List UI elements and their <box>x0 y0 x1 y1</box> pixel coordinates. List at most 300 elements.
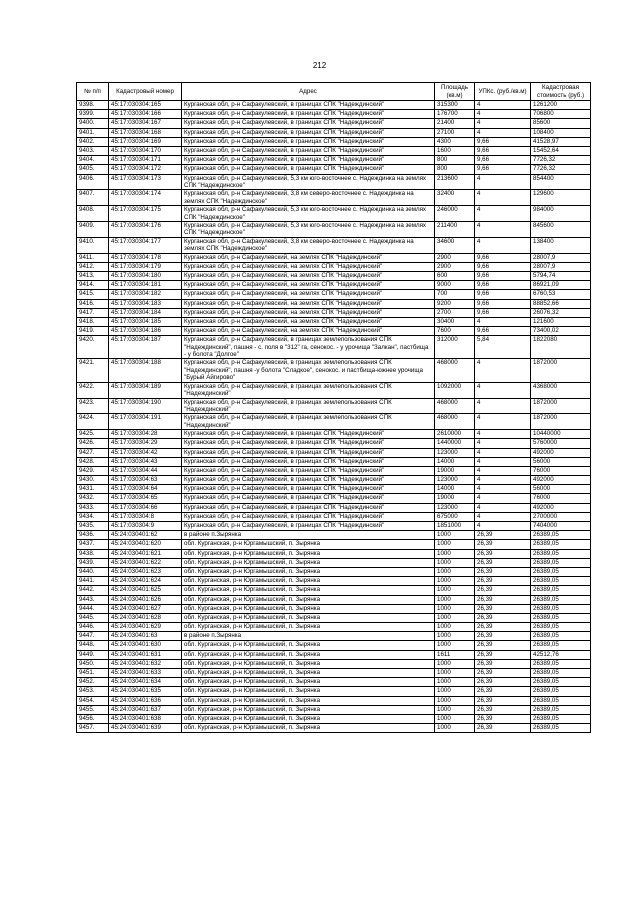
cell-upks: 26,39 <box>475 558 531 567</box>
table-row <box>77 623 591 632</box>
table-row <box>77 696 591 705</box>
cell-number: 9417. <box>77 308 109 317</box>
cell-address: Курганская обл, р-н Сафакулевский, на землях СПК "Надеждинский" <box>182 262 435 271</box>
table-row <box>77 522 591 531</box>
cell-area: 1000 <box>435 724 475 733</box>
cell-cadastral-number: 45:17:030304:184 <box>109 308 182 317</box>
cell-cadastral-value: 26389,05 <box>531 558 591 567</box>
cell-number: 9442. <box>77 586 109 595</box>
table-row <box>77 398 591 414</box>
cell-cadastral-value: 26076,32 <box>531 308 591 317</box>
cell-area: 123000 <box>435 476 475 485</box>
table-row <box>77 448 591 457</box>
cell-cadastral-value: 73400,02 <box>531 327 591 336</box>
cell-area: 2900 <box>435 253 475 262</box>
cell-cadastral-number: 45:17:030304:165 <box>109 101 182 110</box>
cell-area: 27100 <box>435 128 475 137</box>
cell-cadastral-value: 26389,05 <box>531 623 591 632</box>
cell-upks: 4 <box>475 448 531 457</box>
cell-cadastral-value: 85600 <box>531 119 591 128</box>
cell-upks: 5,84 <box>475 336 531 359</box>
cell-cadastral-number: 45:24:030401:62 <box>109 531 182 540</box>
cell-upks: 26,39 <box>475 549 531 558</box>
cell-upks: 9,66 <box>475 146 531 155</box>
cell-cadastral-number: 45:24:030401:632 <box>109 659 182 668</box>
table-row <box>77 382 591 398</box>
cell-cadastral-value: 26389,05 <box>531 632 591 641</box>
cell-cadastral-value: 26389,05 <box>531 595 591 604</box>
cell-cadastral-number: 45:17:030304:189 <box>109 382 182 398</box>
cell-upks: 4 <box>475 174 531 190</box>
cell-upks: 9,66 <box>475 308 531 317</box>
cell-number: 9398. <box>77 101 109 110</box>
cell-cadastral-value: 1872000 <box>531 398 591 414</box>
table-row <box>77 659 591 668</box>
table-row <box>77 476 591 485</box>
cell-area: 1000 <box>435 714 475 723</box>
table-row <box>77 327 591 336</box>
cell-area: 2610000 <box>435 430 475 439</box>
cell-area: 2900 <box>435 262 475 271</box>
cell-cadastral-number: 45:17:030304:177 <box>109 237 182 253</box>
cell-cadastral-value: 108400 <box>531 128 591 137</box>
table-row <box>77 206 591 222</box>
cell-area: 1440000 <box>435 439 475 448</box>
cell-number: 9403. <box>77 146 109 155</box>
cell-upks: 26,39 <box>475 705 531 714</box>
cell-area: 1092000 <box>435 382 475 398</box>
cell-cadastral-number: 45:17:030304:170 <box>109 146 182 155</box>
cell-cadastral-number: 45:17:030304:172 <box>109 165 182 174</box>
cell-number: 9441. <box>77 577 109 586</box>
cell-upks: 9,66 <box>475 290 531 299</box>
cell-area: 176700 <box>435 110 475 119</box>
header-address: Адрес <box>182 83 435 101</box>
cell-number: 9406. <box>77 174 109 190</box>
cell-cadastral-value: 26389,05 <box>531 687 591 696</box>
table-row <box>77 137 591 146</box>
cell-area: 1000 <box>435 577 475 586</box>
cell-area: 1851000 <box>435 522 475 531</box>
cell-number: 9428. <box>77 457 109 466</box>
cell-address: обл. Курганская, р-н Юргамышский, п. Зырянка <box>182 669 435 678</box>
cell-cadastral-value: 5794,74 <box>531 271 591 280</box>
cell-number: 9445. <box>77 613 109 622</box>
cell-address: Курганская обл, р-н Сафакулевский, в границах СПК "Надеждинский" <box>182 165 435 174</box>
cell-number: 9433. <box>77 503 109 512</box>
cell-cadastral-number: 45:17:030304:66 <box>109 503 182 512</box>
cell-cadastral-value: 76000 <box>531 494 591 503</box>
table-body <box>77 101 591 733</box>
cell-upks: 4 <box>475 101 531 110</box>
cell-address: Курганская обл, р-н Сафакулевский, на землях СПК "Надеждинский" <box>182 271 435 280</box>
cell-cadastral-value: 56000 <box>531 457 591 466</box>
cell-upks: 4 <box>475 503 531 512</box>
cell-cadastral-number: 45:17:030304:190 <box>109 398 182 414</box>
cell-area: 468000 <box>435 414 475 430</box>
cell-area: 700 <box>435 290 475 299</box>
cell-cadastral-number: 45:17:030304:43 <box>109 457 182 466</box>
cell-cadastral-number: 45:17:030304:182 <box>109 290 182 299</box>
cell-number: 9437. <box>77 540 109 549</box>
cell-cadastral-number: 45:24:030401:635 <box>109 687 182 696</box>
table-row <box>77 253 591 262</box>
cell-number: 9414. <box>77 281 109 290</box>
cell-cadastral-value: 26389,05 <box>531 705 591 714</box>
cell-number: 9407. <box>77 190 109 206</box>
cell-address: Курганская обл, р-н Сафакулевский, в границах СПК "Надеждинский" <box>182 522 435 531</box>
cell-address: Курганская обл, р-н Сафакулевский, в границах СПК "Надеждинский" <box>182 439 435 448</box>
cell-number: 9422. <box>77 382 109 398</box>
cell-address: Курганская обл, р-н Сафакулевский, 3,8 км северо-восточнее с. Надеждинка на землях СПК "Надеждинское" <box>182 190 435 206</box>
cell-upks: 4 <box>475 466 531 475</box>
cell-number: 9450. <box>77 659 109 668</box>
cell-upks: 26,39 <box>475 613 531 622</box>
table-row <box>77 359 591 382</box>
cell-upks: 4 <box>475 430 531 439</box>
cell-upks: 4 <box>475 522 531 531</box>
cell-area: 34600 <box>435 237 475 253</box>
cell-upks: 4 <box>475 457 531 466</box>
table-row <box>77 485 591 494</box>
cell-area: 2700 <box>435 308 475 317</box>
cell-upks: 9,66 <box>475 299 531 308</box>
cell-cadastral-value: 10440000 <box>531 430 591 439</box>
cell-cadastral-number: 45:17:030304:191 <box>109 414 182 430</box>
cell-upks: 4 <box>475 128 531 137</box>
cell-upks: 4 <box>475 512 531 521</box>
cell-cadastral-value: 854400 <box>531 174 591 190</box>
cell-address: обл. Курганская, р-н Юргамышский, п. Зырянка <box>182 641 435 650</box>
cell-number: 9454. <box>77 696 109 705</box>
cell-cadastral-number: 45:24:030401:638 <box>109 714 182 723</box>
cell-area: 800 <box>435 165 475 174</box>
table-row <box>77 494 591 503</box>
cell-address: Курганская обл, р-н Сафакулевский, в границах землепользования СПК "Надеждинский" <box>182 398 435 414</box>
cell-cadastral-number: 45:17:030304:174 <box>109 190 182 206</box>
cell-area: 32400 <box>435 190 475 206</box>
cell-upks: 9,66 <box>475 327 531 336</box>
cell-number: 9401. <box>77 128 109 137</box>
cell-cadastral-value: 492000 <box>531 476 591 485</box>
cell-number: 9411. <box>77 253 109 262</box>
cell-cadastral-value: 7404000 <box>531 522 591 531</box>
cell-area: 1000 <box>435 567 475 576</box>
cell-cadastral-number: 45:17:030304:185 <box>109 317 182 326</box>
header-upks: УПКс. (руб./кв.м) <box>475 83 531 101</box>
cell-upks: 26,39 <box>475 604 531 613</box>
cell-number: 9412. <box>77 262 109 271</box>
header-number: № п/п <box>77 83 109 101</box>
cell-area: 123000 <box>435 503 475 512</box>
cell-area: 1000 <box>435 549 475 558</box>
cell-area: 468000 <box>435 359 475 382</box>
cell-cadastral-value: 121600 <box>531 317 591 326</box>
cell-number: 9413. <box>77 271 109 280</box>
cell-upks: 26,39 <box>475 678 531 687</box>
cell-cadastral-number: 45:24:030401:637 <box>109 705 182 714</box>
cell-address: Курганская обл, р-н Сафакулевский, в границах СПК "Надеждинский" <box>182 512 435 521</box>
cell-area: 1000 <box>435 669 475 678</box>
cell-cadastral-number: 45:17:030304:28 <box>109 430 182 439</box>
cell-cadastral-value: 26389,05 <box>531 531 591 540</box>
table-row <box>77 414 591 430</box>
cell-upks: 9,66 <box>475 262 531 271</box>
cell-address: обл. Курганская, р-н Юргамышский, п. Зырянка <box>182 604 435 613</box>
cell-number: 9402. <box>77 137 109 146</box>
cell-address: Курганская обл, р-н Сафакулевский, в границах СПК "Надеждинский" <box>182 448 435 457</box>
cell-address: обл. Курганская, р-н Юргамышский, п. Зырянка <box>182 586 435 595</box>
cell-upks: 4 <box>475 221 531 237</box>
cell-area: 19000 <box>435 494 475 503</box>
cell-area: 1000 <box>435 540 475 549</box>
cell-cadastral-number: 45:17:030304:167 <box>109 119 182 128</box>
cell-number: 9455. <box>77 705 109 714</box>
cell-area: 1000 <box>435 586 475 595</box>
cell-cadastral-number: 45:24:030401:63 <box>109 632 182 641</box>
table-row <box>77 221 591 237</box>
cell-address: обл. Курганская, р-н Юргамышский, п. Зырянка <box>182 540 435 549</box>
cell-upks: 4 <box>475 476 531 485</box>
cell-cadastral-number: 45:17:030304:183 <box>109 299 182 308</box>
cell-upks: 26,39 <box>475 632 531 641</box>
cell-cadastral-value: 492000 <box>531 503 591 512</box>
cell-number: 9435. <box>77 522 109 531</box>
cell-area: 1000 <box>435 595 475 604</box>
header-area: Площадь (кв.м) <box>435 83 475 101</box>
cell-cadastral-value: 6760,53 <box>531 290 591 299</box>
cell-cadastral-value: 28007,9 <box>531 262 591 271</box>
cell-cadastral-number: 45:17:030304:29 <box>109 439 182 448</box>
cell-address: Курганская обл, р-н Сафакулевский, на землях СПК "Надеждинский" <box>182 327 435 336</box>
cell-address: обл. Курганская, р-н Юргамышский, п. Зырянка <box>182 558 435 567</box>
cell-area: 211400 <box>435 221 475 237</box>
cell-address: в районе п.Зырянка <box>182 632 435 641</box>
cell-cadastral-number: 45:17:030304:186 <box>109 327 182 336</box>
cell-address: Курганская обл, р-н Сафакулевский, на землях СПК "Надеждинский" <box>182 253 435 262</box>
table-row <box>77 705 591 714</box>
cell-cadastral-value: 138400 <box>531 237 591 253</box>
cell-address: обл. Курганская, р-н Юргамышский, п. Зырянка <box>182 613 435 622</box>
table-row <box>77 110 591 119</box>
table-row <box>77 595 591 604</box>
cell-address: обл. Курганская, р-н Юргамышский, п. Зырянка <box>182 549 435 558</box>
page-number: 212 <box>312 61 327 70</box>
table-row <box>77 271 591 280</box>
table-row <box>77 165 591 174</box>
cell-number: 9409. <box>77 221 109 237</box>
cell-cadastral-value: 4368000 <box>531 382 591 398</box>
cell-number: 9423. <box>77 398 109 414</box>
cell-number: 9453. <box>77 687 109 696</box>
cell-cadastral-value: 28007,9 <box>531 253 591 262</box>
cell-cadastral-value: 86921,09 <box>531 281 591 290</box>
cell-cadastral-number: 45:17:030304:181 <box>109 281 182 290</box>
cell-cadastral-value: 88852,66 <box>531 299 591 308</box>
cell-cadastral-number: 45:17:030304:188 <box>109 359 182 382</box>
cell-number: 9405. <box>77 165 109 174</box>
cell-upks: 9,66 <box>475 137 531 146</box>
cell-upks: 4 <box>475 110 531 119</box>
cell-upks: 9,66 <box>475 271 531 280</box>
cell-area: 9200 <box>435 299 475 308</box>
cell-number: 9419. <box>77 327 109 336</box>
cell-area: 1000 <box>435 531 475 540</box>
cell-cadastral-value: 56000 <box>531 485 591 494</box>
cell-address: Курганская обл, р-н Сафакулевский, в границах СПК "Надеждинский" <box>182 476 435 485</box>
cell-cadastral-number: 45:24:030401:630 <box>109 641 182 650</box>
cell-upks: 4 <box>475 317 531 326</box>
cell-address: Курганская обл, р-н Сафакулевский, в границах СПК "Надеждинский" <box>182 101 435 110</box>
cell-upks: 26,39 <box>475 714 531 723</box>
cell-cadastral-value: 984000 <box>531 206 591 222</box>
table-row <box>77 119 591 128</box>
table-row <box>77 190 591 206</box>
cell-upks: 26,39 <box>475 724 531 733</box>
cell-address: Курганская обл, р-н Сафакулевский, на землях СПК "Надеждинский" <box>182 299 435 308</box>
cell-number: 9415. <box>77 290 109 299</box>
table-row <box>77 577 591 586</box>
cell-cadastral-value: 26389,05 <box>531 604 591 613</box>
cell-address: обл. Курганская, р-н Юргамышский, п. Зырянка <box>182 696 435 705</box>
cell-upks: 26,39 <box>475 687 531 696</box>
table-row <box>77 549 591 558</box>
table-row <box>77 687 591 696</box>
cell-cadastral-value: 76000 <box>531 466 591 475</box>
cell-cadastral-value: 5760000 <box>531 439 591 448</box>
table-row <box>77 632 591 641</box>
cell-address: обл. Курганская, р-н Юргамышский, п. Зырянка <box>182 705 435 714</box>
cell-upks: 26,39 <box>475 586 531 595</box>
table-row <box>77 281 591 290</box>
cell-upks: 26,39 <box>475 567 531 576</box>
cell-cadastral-number: 45:17:030304:169 <box>109 137 182 146</box>
cell-number: 9444. <box>77 604 109 613</box>
cell-address: Курганская обл, р-н Сафакулевский, 3,8 км северо-восточнее с. Надеждинка на землях СПК "Надеждинское" <box>182 237 435 253</box>
cell-upks: 26,39 <box>475 531 531 540</box>
cell-number: 9447. <box>77 632 109 641</box>
cell-area: 800 <box>435 156 475 165</box>
cell-cadastral-number: 45:24:030401:620 <box>109 540 182 549</box>
table-row <box>77 101 591 110</box>
cell-area: 1000 <box>435 632 475 641</box>
cell-address: Курганская обл, р-н Сафакулевский, в границах СПК "Надеждинский" <box>182 128 435 137</box>
cell-address: Курганская обл, р-н Сафакулевский, в границах СПК "Надеждинский" <box>182 430 435 439</box>
cell-address: Курганская обл, р-н Сафакулевский, в границах землепользования СПК "Надеждинский" <box>182 382 435 398</box>
cell-cadastral-value: 1822080 <box>531 336 591 359</box>
table-row <box>77 336 591 359</box>
cell-area: 1000 <box>435 696 475 705</box>
cell-upks: 4 <box>475 359 531 382</box>
cell-upks: 4 <box>475 414 531 430</box>
cell-cadastral-number: 45:24:030401:636 <box>109 696 182 705</box>
table-row <box>77 308 591 317</box>
cell-cadastral-value: 1261200 <box>531 101 591 110</box>
cell-cadastral-number: 45:17:030304:42 <box>109 448 182 457</box>
cell-cadastral-value: 845600 <box>531 221 591 237</box>
cell-area: 14000 <box>435 485 475 494</box>
cell-cadastral-number: 45:17:030304:171 <box>109 156 182 165</box>
cell-upks: 9,66 <box>475 156 531 165</box>
cell-cadastral-number: 45:17:030304:180 <box>109 271 182 280</box>
cell-cadastral-number: 45:24:030401:631 <box>109 650 182 659</box>
cell-cadastral-value: 41528,97 <box>531 137 591 146</box>
cell-upks: 26,39 <box>475 540 531 549</box>
cell-area: 1000 <box>435 623 475 632</box>
cell-address: Курганская обл, р-н Сафакулевский, 5,3 км юго-восточнее с. Надеждинка на землях СПК "Надеждинское" <box>182 221 435 237</box>
cell-number: 9436. <box>77 531 109 540</box>
cell-address: Курганская обл, р-н Сафакулевский, в границах СПК "Надеждинский" <box>182 466 435 475</box>
cell-area: 1000 <box>435 659 475 668</box>
cell-number: 9443. <box>77 595 109 604</box>
cell-number: 9457. <box>77 724 109 733</box>
table-row <box>77 567 591 576</box>
cell-cadastral-value: 42512,76 <box>531 650 591 659</box>
cell-cadastral-number: 45:24:030401:624 <box>109 577 182 586</box>
cell-cadastral-value: 26389,05 <box>531 669 591 678</box>
cell-address: Курганская обл, р-н Сафакулевский, на землях СПК "Надеждинский" <box>182 317 435 326</box>
cell-number: 9404. <box>77 156 109 165</box>
table-row <box>77 641 591 650</box>
cell-cadastral-number: 45:24:030401:622 <box>109 558 182 567</box>
cell-cadastral-number: 45:17:030304:64 <box>109 485 182 494</box>
table-row <box>77 466 591 475</box>
cell-area: 123000 <box>435 448 475 457</box>
cell-cadastral-number: 45:17:030304:166 <box>109 110 182 119</box>
cell-address: Курганская обл, р-н Сафакулевский, 5,3 км юго-восточнее с. Надеждинка на землях СПК "Надеждинское" <box>182 206 435 222</box>
cell-area: 4300 <box>435 137 475 146</box>
cell-cadastral-number: 45:17:030304:176 <box>109 221 182 237</box>
cell-cadastral-value: 2700000 <box>531 512 591 521</box>
cell-number: 9429. <box>77 466 109 475</box>
cell-address: Курганская обл, р-н Сафакулевский, в границах СПК "Надеждинский" <box>182 156 435 165</box>
table-row <box>77 724 591 733</box>
cell-cadastral-value: 26389,05 <box>531 613 591 622</box>
cell-upks: 26,39 <box>475 650 531 659</box>
cell-area: 9000 <box>435 281 475 290</box>
cell-cadastral-number: 45:24:030401:633 <box>109 669 182 678</box>
table-row <box>77 678 591 687</box>
cell-upks: 4 <box>475 119 531 128</box>
cadastral-table <box>76 82 591 733</box>
cell-area: 312000 <box>435 336 475 359</box>
table-row <box>77 650 591 659</box>
cell-cadastral-number: 45:24:030401:639 <box>109 724 182 733</box>
cell-area: 1000 <box>435 687 475 696</box>
cell-area: 30400 <box>435 317 475 326</box>
cell-cadastral-number: 45:17:030304:65 <box>109 494 182 503</box>
table-row <box>77 317 591 326</box>
cell-number: 9410. <box>77 237 109 253</box>
cell-cadastral-value: 26389,05 <box>531 577 591 586</box>
cell-number: 9418. <box>77 317 109 326</box>
table-row <box>77 174 591 190</box>
cell-area: 1611 <box>435 650 475 659</box>
cell-cadastral-value: 492000 <box>531 448 591 457</box>
cell-number: 9432. <box>77 494 109 503</box>
cell-upks: 26,39 <box>475 577 531 586</box>
cell-number: 9426. <box>77 439 109 448</box>
cell-cadastral-number: 45:24:030401:623 <box>109 567 182 576</box>
cell-upks: 4 <box>475 494 531 503</box>
cell-number: 9439. <box>77 558 109 567</box>
cell-area: 1000 <box>435 613 475 622</box>
cell-number: 9427. <box>77 448 109 457</box>
cell-address: Курганская обл, р-н Сафакулевский, в границах землепользования СПК "Надеждинский", пашня - с. поля в "312" га, сенокос. - у урочища "Залкан", пастбища - у болота "Долгое" <box>182 336 435 359</box>
table-row <box>77 512 591 521</box>
cell-upks: 4 <box>475 206 531 222</box>
cell-cadastral-number: 45:17:030304:44 <box>109 466 182 475</box>
